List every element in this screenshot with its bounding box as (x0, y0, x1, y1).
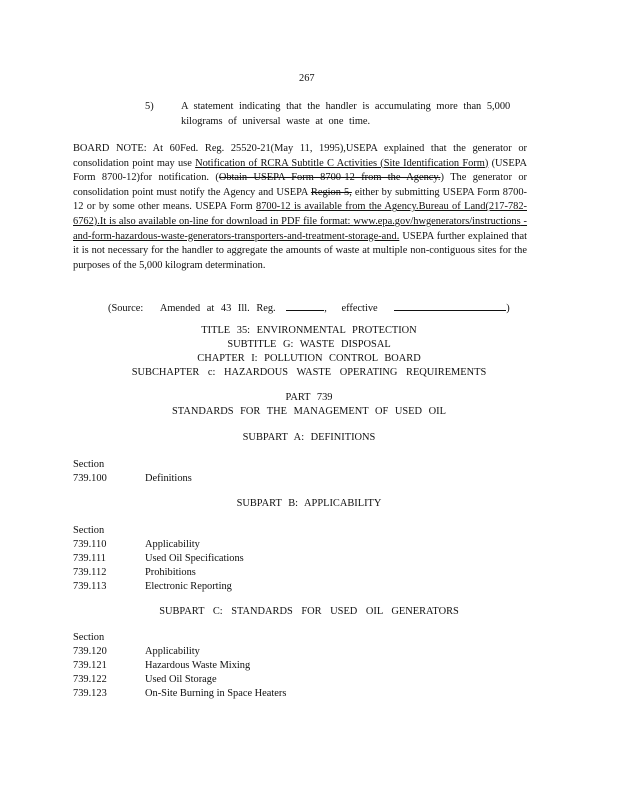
section-label: Section (73, 525, 105, 536)
subpart-heading: SUBPART C: STANDARDS FOR USED OIL GENERATORS (159, 606, 459, 617)
section-number: 739.122 (73, 674, 107, 685)
chapter-heading: CHAPTER I: POLLUTION CONTROL BOARD (197, 353, 421, 364)
section-number: 739.100 (73, 473, 107, 484)
board-note-text: ) The generator or consolidation point must notify the Agency and USEPA (73, 172, 527, 198)
source-amended: Amended at 43 Ill. Reg. (159, 303, 276, 314)
part-heading: PART 739 (285, 392, 333, 403)
subchapter-heading: SUBCHAPTER c: HAZARDOUS WASTE OPERATING REQUIREMENTS (131, 367, 487, 378)
board-note-underlined: -and-form-hazardous-waste-generators-transporters-and-treatment-storage-and. (73, 215, 528, 242)
board-note-text: (USEPA Form 8700-12)for notification. ( (73, 157, 528, 184)
board-note-text: BOARD NOTE: At 60Fed. Reg. 25520-21(May 11, 1995),USEPA explained that the generator or consolidation point may use (73, 143, 527, 169)
source-sep: , (324, 303, 327, 314)
board-note (73, 142, 527, 273)
list-marker: 5) (145, 101, 154, 112)
reg-blank (286, 300, 324, 311)
item-line-1: A statement indicating that the handler is accumulating more than 5,000 (181, 101, 511, 112)
subtitle-heading: SUBTITLE G: WASTE DISPOSAL (227, 339, 391, 350)
board-note-underlined: Notification of RCRA Subtitle C Activities (Site Identification Form) (195, 157, 489, 169)
section-number: 739.121 (73, 660, 107, 671)
board-note-deleted: Region 5, (310, 186, 352, 198)
section-title: Electronic Reporting (145, 581, 232, 592)
section-label: Section (73, 632, 105, 643)
effective-blank (394, 300, 506, 311)
source-close: ) (506, 303, 510, 314)
board-note-text: either by submitting USEPA Form 8700-12 or by some other means. USEPA Form (73, 186, 528, 213)
section-number: 739.111 (73, 553, 106, 564)
board-note-text: USEPA further explained that it is not necessary for the handler to aggregate the amounts of waste at multiple non-contiguous sites for the purposes of the 5,000 kilogram determination. (73, 230, 527, 271)
board-note-deleted: Obtain USEPA Form 8700-12 from the Agency. (218, 172, 441, 184)
title-heading: TITLE 35: ENVIRONMENTAL PROTECTION (201, 325, 417, 336)
section-number: 739.123 (73, 688, 107, 699)
section-number: 739.112 (73, 567, 107, 578)
subpart-heading: SUBPART A: DEFINITIONS (242, 432, 376, 443)
board-note-underlined: 8700-12 is available from the Agency.Bureau of Land(217-782-6762).It is also available on-line for download in PDF file format: (73, 201, 527, 227)
section-number: 739.120 (73, 646, 107, 657)
board-note-url[interactable]: www.epa.gov/hwgenerators/instructions (353, 215, 521, 227)
section-title: Prohibitions (145, 567, 196, 578)
source-label: (Source: (108, 303, 144, 314)
section-title: On-Site Burning in Space Heaters (145, 688, 287, 699)
subpart-heading: SUBPART B: APPLICABILITY (236, 498, 382, 509)
source-line (108, 300, 510, 314)
source-effective: effective (341, 303, 378, 314)
item-line-2: kilograms of universal waste at one time. (181, 116, 371, 127)
section-title: Hazardous Waste Mixing (145, 660, 251, 671)
section-number: 739.110 (73, 539, 107, 550)
section-label: Section (73, 459, 105, 470)
section-title: Applicability (145, 646, 200, 657)
section-title: Applicability (145, 539, 200, 550)
section-title: Used Oil Storage (145, 674, 217, 685)
page-number: 267 (299, 73, 315, 84)
section-number: 739.113 (73, 581, 107, 592)
section-title: Definitions (145, 473, 192, 484)
part-name-heading: STANDARDS FOR THE MANAGEMENT OF USED OIL (172, 406, 446, 417)
section-title: Used Oil Specifications (145, 553, 244, 564)
